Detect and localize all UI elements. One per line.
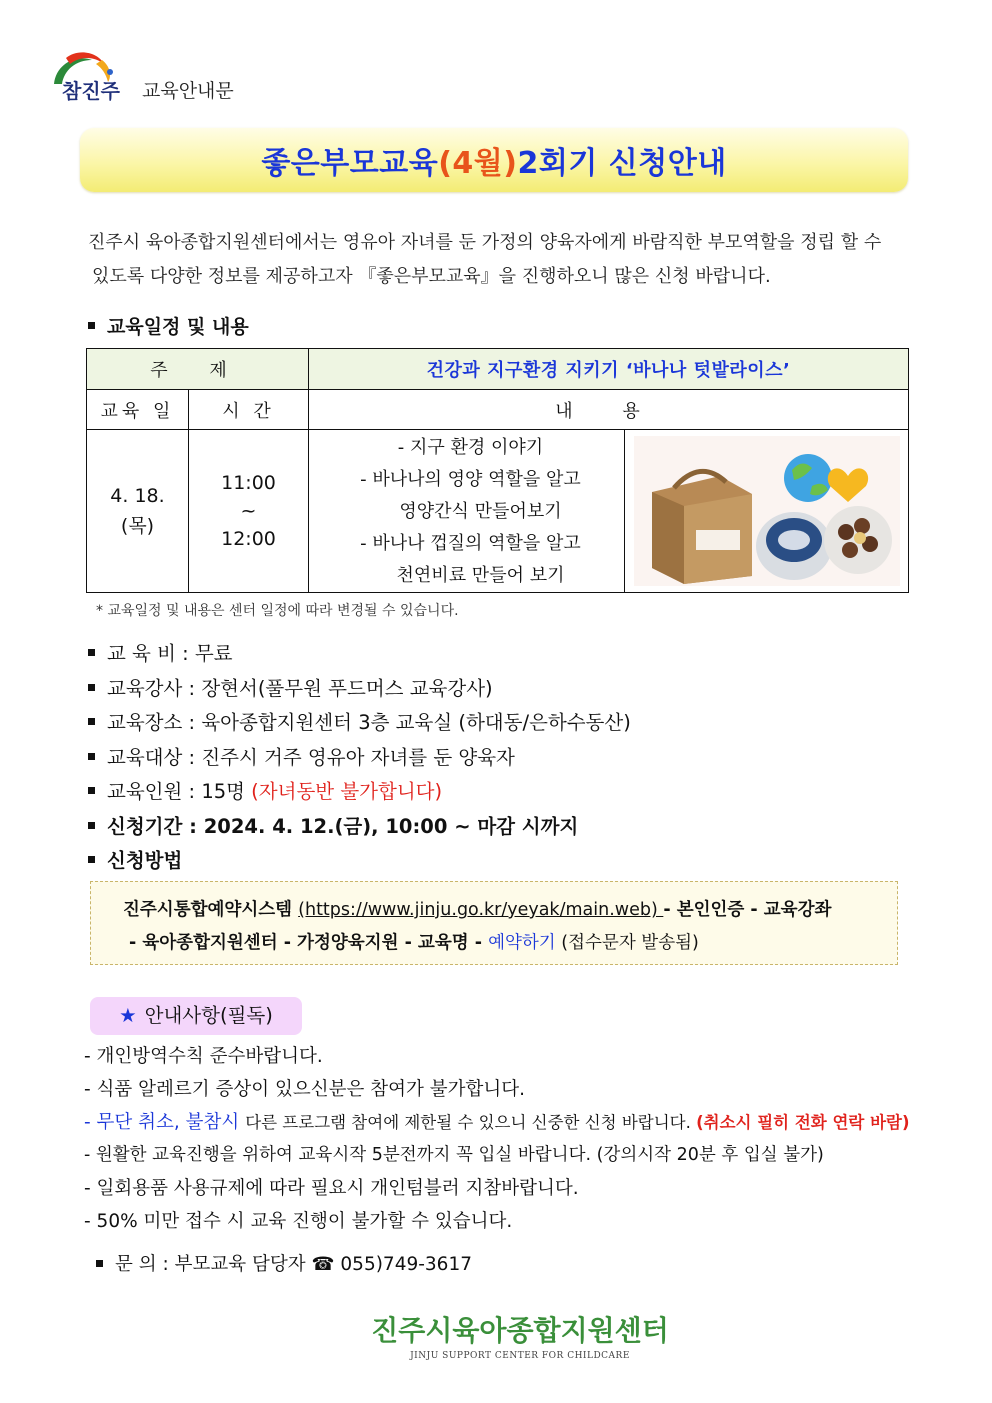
info-capacity-note: (자녀동반 불가합니다) <box>251 780 443 803</box>
notice-tag <box>90 997 302 1035</box>
time-start: 11:00 <box>221 472 276 494</box>
apply-url-link[interactable]: (https://www.jinju.go.kr/yeyak/main.web) <box>298 900 664 920</box>
notice-tag-label: 안내사항(필독) <box>144 1004 273 1027</box>
notice-cancel-warning: (취소시 필히 전화 연락 바람) <box>696 1113 910 1132</box>
content-line: 영양간식 만들어보기 <box>399 501 562 522</box>
subject-value: 건강과 지구환경 지키기 ‘바나나 텃밭라이스’ <box>309 349 909 390</box>
intro-paragraph <box>88 226 924 294</box>
info-location-text: 교육장소 : 육아종합지원센터 3층 교육실 (하대동/은하수동산) <box>107 711 631 734</box>
page-title <box>261 138 726 182</box>
info-fee <box>88 637 631 672</box>
document-label: 교육안내문 <box>142 80 234 102</box>
intro-line-1: 진주시 육아종합지원센터에서는 영유아 자녀를 둔 가정의 양육자에게 바람직한 부모역할을 정립 할 수 <box>88 232 882 253</box>
snack-kit-photo <box>634 436 900 586</box>
star-icon: ★ <box>119 1004 137 1027</box>
time-end: 12:00 <box>221 528 276 550</box>
title-part-1: 좋은부모교육 <box>261 146 439 181</box>
subject-label: 주 제 <box>87 349 309 390</box>
table-row <box>87 430 909 593</box>
content-line: - 바나나의 영양 역할을 알고 <box>360 469 581 490</box>
apply-reserve: 예약하기 <box>488 933 556 953</box>
apply-row-2 <box>123 927 897 960</box>
bullet-square-icon <box>88 322 95 329</box>
bullet-square-icon <box>88 684 95 691</box>
bullet-square-icon <box>88 649 95 656</box>
content-line: - 바나나 껍질의 역할을 알고 <box>360 533 581 554</box>
photo-cell <box>625 430 909 593</box>
info-method <box>88 844 631 879</box>
info-instructor <box>88 672 631 707</box>
schedule-table <box>86 348 909 593</box>
jinju-city-logo <box>46 50 136 106</box>
info-target <box>88 741 631 776</box>
svg-text:진주시육아종합지원센터: 진주시육아종합지원센터 <box>371 1314 669 1347</box>
apply-step-1: - 본인인증 - 교육강좌 <box>663 900 832 920</box>
subject-row <box>87 349 909 390</box>
notice-item: - 식품 알레르기 증상이 있으신분은 참여가 불가합니다. <box>84 1079 526 1100</box>
info-target-text: 교육대상 : 진주시 거주 영유아 자녀를 둔 양육자 <box>107 745 515 769</box>
info-fee-text: 교 육 비 : 무료 <box>107 642 233 665</box>
bullet-square-icon <box>88 718 95 725</box>
bullet-square-icon <box>88 753 95 760</box>
notice-item <box>84 1106 910 1139</box>
date-value: 4. 18. <box>110 485 165 507</box>
title-month: (4월) <box>438 146 518 181</box>
bullet-square-icon <box>88 787 95 794</box>
info-list <box>88 637 631 879</box>
center-footer-logo <box>340 1308 700 1364</box>
info-method-text: 신청방법 <box>107 849 183 872</box>
content-line: - 지구 환경 이야기 <box>397 437 544 458</box>
content-line: 천연비료 만들어 보기 <box>396 565 565 586</box>
apply-system: 진주시통합예약시스템 <box>123 900 299 920</box>
notice-cancel-lead: - 무단 취소, 불참시 <box>84 1112 246 1133</box>
schedule-note: * 교육일정 및 내용은 센터 일정에 따라 변경될 수 있습니다. <box>96 603 459 619</box>
col-content-header: 내 용 <box>309 390 909 430</box>
table-header-row <box>87 390 909 430</box>
contact-info <box>96 1250 472 1276</box>
svg-text:JINJU SUPPORT CENTER FOR CHILD: JINJU SUPPORT CENTER FOR CHILDCARE <box>410 1351 630 1361</box>
notice-item: - 개인방역수칙 준수바랍니다. <box>84 1046 323 1067</box>
apply-method-box <box>90 881 898 965</box>
col-time-header: 시 간 <box>189 390 309 430</box>
contact-text: 문 의 : 부모교육 담당자 ☎ 055)749-3617 <box>115 1254 472 1275</box>
time-cell <box>189 430 309 593</box>
title-part-3: 2회기 신청안내 <box>517 146 727 181</box>
title-banner <box>80 128 908 192</box>
day-value: (목) <box>120 515 155 537</box>
bullet-square-icon <box>88 822 95 829</box>
notice-cancel-body: 다른 프로그램 참여에 제한될 수 있으니 신중한 신청 바랍니다. <box>245 1113 697 1132</box>
col-date-header: 교육 일 <box>87 390 189 430</box>
notice-item: - 일회용품 사용규제에 따라 필요시 개인텀블러 지참바랍니다. <box>84 1178 579 1199</box>
svg-text:참진주: 참진주 <box>62 79 120 103</box>
schedule-heading <box>88 312 249 339</box>
notice-item: - 50% 미만 접수 시 교육 진행이 불가할 수 있습니다. <box>84 1211 513 1232</box>
content-cell <box>309 430 625 593</box>
info-capacity <box>88 775 631 810</box>
bullet-square-icon <box>88 856 95 863</box>
info-period <box>88 810 631 845</box>
schedule-heading-text: 교육일정 및 내용 <box>107 316 249 338</box>
time-separator: ~ <box>240 500 257 522</box>
info-location <box>88 706 631 741</box>
info-instructor-text: 교육강사 : 장현서(풀무원 푸드머스 교육강사) <box>107 676 493 700</box>
info-capacity-text: 교육인원 : 15명 <box>107 780 252 803</box>
apply-sms-note: (접수문자 발송됨) <box>555 933 699 953</box>
notice-item: - 원활한 교육진행을 위하여 교육시작 5분전까지 꼭 입실 바랍니다. (강의시작 20분 후 입실 불가) <box>84 1145 824 1165</box>
info-period-text: 신청기간 : 2024. 4. 12.(금), 10:00 ~ 마감 시까지 <box>107 814 579 838</box>
date-cell <box>87 430 189 593</box>
apply-row-1 <box>123 894 897 927</box>
bullet-square-icon <box>96 1260 103 1267</box>
intro-line-2: 있도록 다양한 정보를 제공하고자 『좋은부모교육』을 진행하오니 많은 신청 바랍니다. <box>92 266 771 287</box>
apply-step-2: - 육아종합지원센터 - 가정양육지원 - 교육명 - <box>129 933 489 953</box>
notice-list <box>84 1040 910 1238</box>
